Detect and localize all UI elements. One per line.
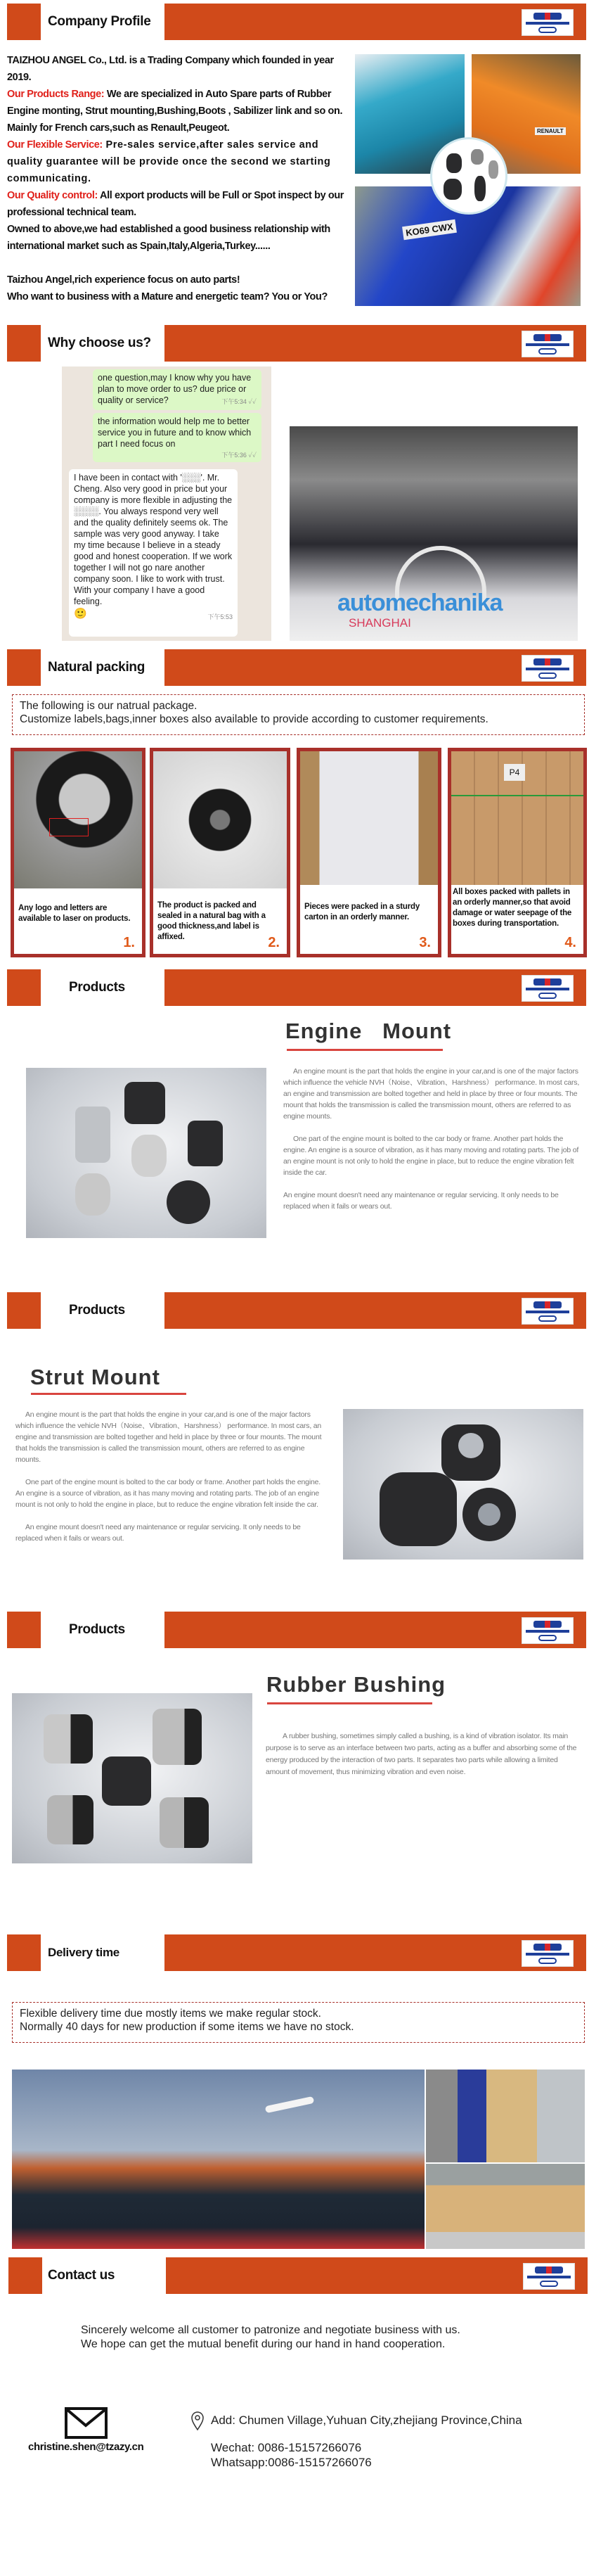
- profile-service: [7, 136, 347, 187]
- card-number: 3.: [419, 935, 431, 950]
- chat-message: [93, 369, 261, 410]
- header-accent-block: [7, 1612, 41, 1648]
- product-title: Strut Mount: [30, 1365, 160, 1389]
- note-line: Customize labels,bags,inner boxes also available to provide according to customer requirements.: [20, 713, 488, 725]
- company-logo: [522, 331, 574, 357]
- packing-card: [297, 748, 441, 957]
- message-text: I have been in contact with '░░░'. Mr. Cheng. Also very good in price but your company is more flexible in adjusting the ░░░░. You always respond very well and the quality definitely seems ok. The sample was very good anyway. I take my time because I believe in a steady good and honest cooperation. If we work together I will not go nare another company soon. I like to work with trust. With your company I have a good feeling.: [74, 473, 233, 606]
- chat-message: [93, 413, 261, 462]
- description-paragraph: A rubber bushing, sometimes simply called a bushing, is a kind of vibration isolator. Its main purpose is to serve as an interface between two parts, acting as a buffer and absorbing some of the energy produced by the interaction of two parts. It separates two parts while allowing a limited amount of movement, thus minimizing vibration and even noise.: [266, 1732, 577, 1776]
- company-logo: [522, 655, 574, 682]
- card-number: 2.: [268, 935, 280, 950]
- title-underline: [287, 1049, 443, 1051]
- range-text: We are specialized in Auto Spare parts of Rubber Engine monting, Strut mounting,Bushing,Boots , Sabilizer link and so on. Mainly for French cars,such as Renault,Peugeot.: [7, 89, 343, 134]
- welcome-text: [81, 2323, 460, 2352]
- card-number: 1.: [123, 935, 135, 950]
- section-title: Why choose us?: [48, 336, 151, 350]
- welcome-line: Sincerely welcome all customer to patronize and negotiate business with us.: [81, 2324, 460, 2336]
- profile-range: [7, 86, 347, 136]
- address-text: Add: Chumen Village,Yuhuan City,zhejiang Province,China: [211, 2414, 522, 2427]
- product-title: Engine Mount: [285, 1019, 452, 1043]
- header-accent-block: [7, 1292, 41, 1329]
- profile-slogan-1: Taizhou Angel,rich experience focus on auto parts!: [7, 274, 240, 286]
- company-logo: [522, 1617, 574, 1644]
- expo-city: SHANGHAI: [349, 616, 411, 630]
- card-number: 4.: [564, 935, 576, 950]
- header-bar: [164, 1934, 586, 1971]
- message-time: 下午5:53: [207, 613, 233, 620]
- header-accent-block: [8, 2257, 42, 2294]
- section-title: Products: [69, 980, 125, 995]
- header-bar: [164, 4, 586, 40]
- service-text: Pre-sales service,after sales service and quality guarantee will be provide once the second we starting communicating.: [7, 139, 331, 184]
- product-title: Rubber Bushing: [266, 1672, 446, 1697]
- product-description: [15, 1409, 329, 1555]
- profile-intro: TAIZHOU ANGEL Co., Ltd. is a Trading Company which founded in year 2019.: [7, 55, 334, 83]
- pallet-label: P4: [504, 764, 525, 781]
- smile-emoji-icon: 🙂: [74, 608, 87, 620]
- section-title: Products: [69, 1622, 125, 1637]
- photo-warehouse: [426, 2164, 585, 2249]
- section-title: Delivery time: [48, 1946, 119, 1959]
- profile-relationship: Owned to above,we had established a good business relationship with international market such as Spain,Italy,Algeria,Turkey......: [7, 224, 330, 252]
- header-bar: [164, 969, 586, 1006]
- profile-quality: [7, 187, 347, 221]
- section-title: Natural packing: [48, 660, 145, 675]
- card-text: The product is packed and sealed in a natural bag with a good thickness,and label is affixed.: [157, 901, 266, 941]
- map-pin-icon: [190, 2411, 205, 2431]
- company-logo: [522, 1940, 574, 1967]
- welcome-line: We hope can get the mutual benefit during our hand in hand cooperation.: [81, 2338, 446, 2350]
- description-paragraph: An engine mount is the part that holds the engine in your car,and is one of the major factors which influence the vehicle NVH（Noise、Vibration、Harshness） performance. In most cars, an engine and transmission are bolted together and held in place by three or four mounts. The mount that holds the transmission is called the transmission mount, others are referred to as engine mounts.: [283, 1067, 580, 1121]
- airplane: [265, 2096, 315, 2113]
- note-line: Normally 40 days for new production if some items we have no stock.: [20, 2021, 354, 2033]
- header-accent-block: [7, 325, 41, 362]
- description-paragraph: One part of the engine mount is bolted to the car body or frame. Another part holds the engine. An engine is a source of vibration, as it has many moving and rotating parts. The job of an engine mount is not only to hold the engine in place, but to reduce the engine vibration felt inside the car.: [283, 1135, 579, 1177]
- header-accent-block: [7, 969, 41, 1006]
- message-time: 下午5:34 ✓✓: [221, 398, 257, 405]
- header-bar: [164, 325, 586, 362]
- header-bar: [166, 2257, 588, 2294]
- envelope-icon: [65, 2407, 108, 2439]
- license-plate: RENAULT: [535, 127, 566, 135]
- product-description: [283, 1066, 584, 1223]
- packing-card: [448, 748, 587, 957]
- header-accent-block: [7, 649, 41, 686]
- photo-container-loading: [426, 2070, 585, 2162]
- photo-pallet: [451, 751, 583, 885]
- packing-note: [12, 694, 585, 735]
- message-text: the information would help me to better service you in future and to know which part I need focus on: [98, 416, 252, 449]
- license-plate: KO69 CWX: [402, 219, 457, 240]
- note-line: Flexible delivery time due mostly items we make regular stock.: [20, 2008, 321, 2020]
- card-text: All boxes packed with pallets in an orderly manner,so that avoid damage or water seepage of the boxes during transportation.: [453, 888, 572, 928]
- wechat-text: Wechat: 0086-15157266076: [211, 2441, 362, 2454]
- company-logo: [522, 9, 574, 36]
- service-label: Our Flexible Service:: [7, 139, 103, 151]
- description-paragraph: An engine mount doesn't need any maintenance or regular servicing. It only needs to be replaced when it fails or wears out.: [15, 1523, 301, 1543]
- message-time: 下午5:36 ✓✓: [221, 452, 257, 459]
- product-description: [266, 1730, 579, 1790]
- packing-card: [11, 748, 145, 957]
- message-text: one question,may I know why you have plan to move order to us? due price or quality or service?: [98, 373, 252, 405]
- quality-text: All export products will be Full or Spot inspect by our professional technical team.: [7, 190, 344, 218]
- rubber-bushing-image: [12, 1693, 252, 1863]
- title-underline: [267, 1702, 432, 1704]
- card-text: Pieces were packed in a sturdy carton in an orderly manner.: [304, 903, 420, 922]
- quality-label: Our Quality control:: [7, 190, 98, 201]
- photo-automechanika-expo: [290, 426, 578, 641]
- section-title: Products: [69, 1303, 125, 1318]
- header-bar: [164, 1612, 586, 1648]
- company-logo: [523, 2263, 575, 2290]
- title-underline: [31, 1393, 186, 1395]
- header-accent-block: [7, 4, 41, 40]
- card-text: Any logo and letters are available to laser on products.: [18, 904, 131, 923]
- packing-card: [150, 748, 290, 957]
- description-paragraph: An engine mount doesn't need any maintenance or regular servicing. It only needs to be replaced when it fails or wears out.: [283, 1191, 559, 1211]
- profile-slogan-2: Who want to business with a Mature and energetic team? You or You?: [7, 291, 328, 302]
- description-paragraph: An engine mount is the part that holds the engine in your car,and is one of the major factors which influence the vehicle NVH（Noise、Vibration、Harshness） performance. In most cars, an engine and transmission are bolted together and held in place by three or four mounts. The mount that holds the transmission is called the transmission mount, others are referred to as engine mounts.: [15, 1410, 322, 1464]
- note-line: The following is our natrual package.: [20, 700, 198, 712]
- range-label: Our Products Range:: [7, 89, 105, 100]
- expo-sign: automechanika: [337, 589, 503, 616]
- section-title: Contact us: [48, 2268, 115, 2283]
- company-logo: [522, 1298, 574, 1325]
- photo-port-ship-plane: [12, 2070, 425, 2249]
- photo-natural-bag: [153, 751, 287, 888]
- company-logo: [522, 975, 574, 1002]
- header-bar: [164, 1292, 586, 1329]
- whatsapp-text: Whatsapp:0086-15157266076: [211, 2456, 372, 2469]
- chat-screenshot: [62, 366, 271, 641]
- engine-mount-image: [26, 1068, 266, 1238]
- chat-message: [69, 469, 238, 637]
- strut-mount-image: [343, 1409, 583, 1560]
- header-bar: [164, 649, 586, 686]
- description-paragraph: One part of the engine mount is bolted to the car body or frame. Another part holds the engine. An engine is a source of vibration, as it has many moving and rotating parts. The job of an engine mount is not only to hold the engine in place, but to reduce the engine vibration felt inside the car.: [15, 1478, 321, 1509]
- delivery-note: [12, 2002, 585, 2043]
- header-accent-block: [7, 1934, 41, 1971]
- section-title: Company Profile: [48, 14, 151, 29]
- photo-carton: [300, 751, 438, 885]
- profile-text: [7, 52, 347, 305]
- email-link[interactable]: christine.shen@tzazy.cn: [28, 2441, 144, 2453]
- parts-circle-image: [430, 137, 507, 215]
- photo-laser-logo: [14, 751, 142, 888]
